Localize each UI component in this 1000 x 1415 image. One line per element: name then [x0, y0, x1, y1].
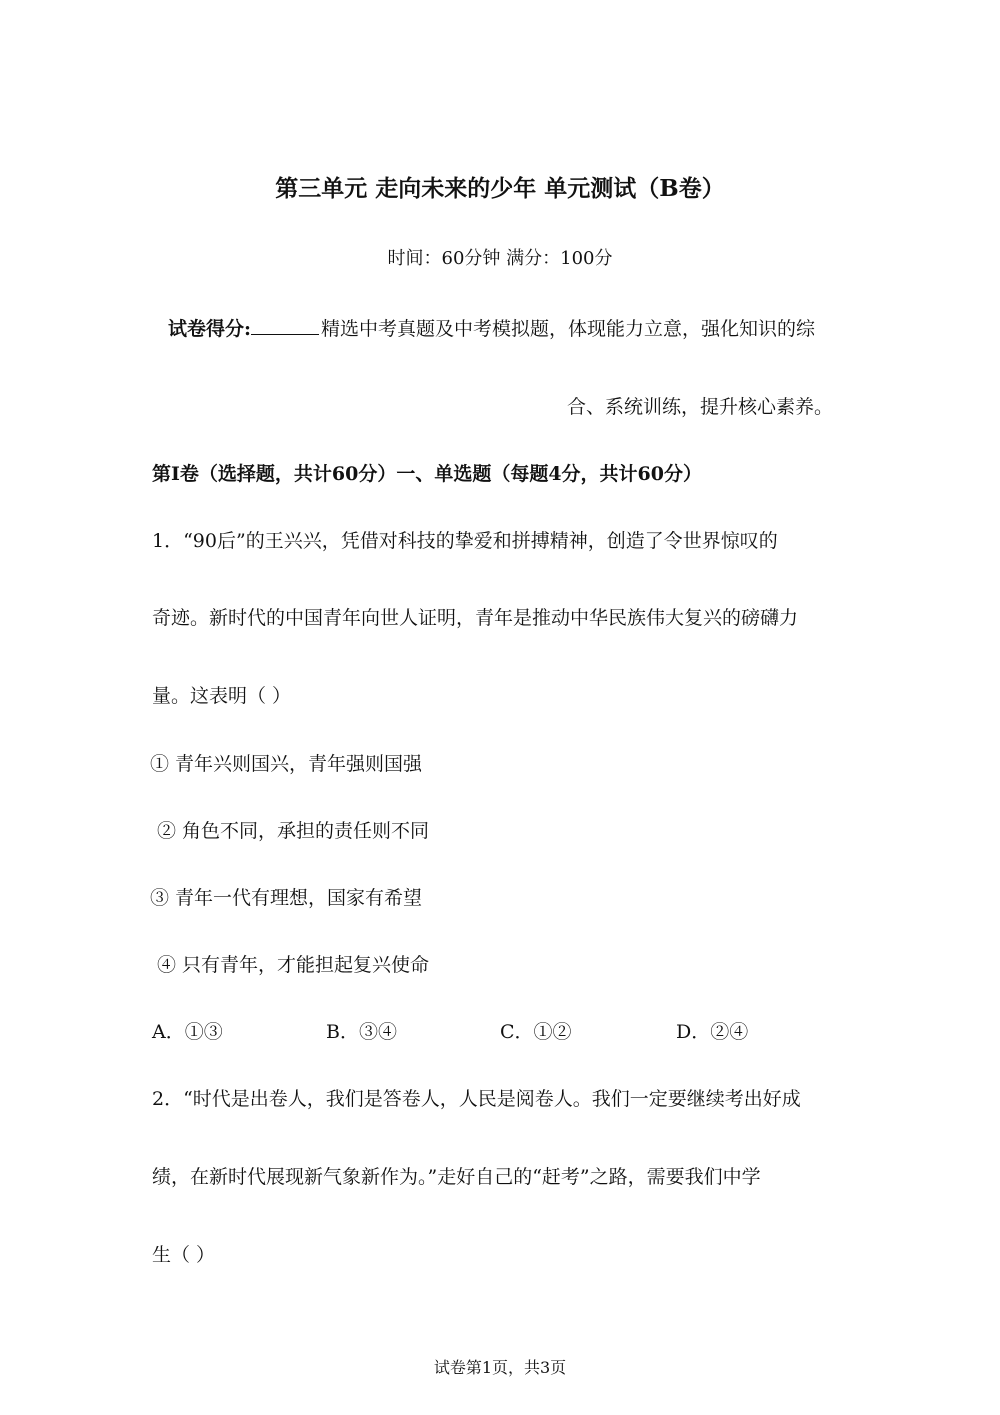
page-footer: 试卷第1页，共3页 — [433, 1358, 567, 1377]
statement-2: ② 角色不同，承担的责任则不同 — [157, 820, 430, 842]
option-c: C．①② — [500, 1021, 572, 1043]
intro-text-1: 精选中考真题及中考模拟题，体现能力立意，强化知识的综 — [321, 318, 816, 340]
option-d: D．②④ — [676, 1021, 749, 1043]
option-a: A．①③ — [152, 1021, 223, 1043]
time-info: 时间：60分钟 满分：100分 — [387, 248, 613, 269]
score-label: 试卷得分: — [168, 318, 252, 340]
section-heading: 第Ⅰ卷（选择题，共计60分）一、单选题（每题4分，共计60分） — [152, 463, 702, 485]
intro-text-2: 合、系统训练，提升核心素养。 — [567, 396, 834, 418]
score-line — [168, 314, 815, 341]
score-blank — [251, 316, 319, 335]
question-1-line-3: 量。这表明（ ） — [152, 685, 292, 707]
statement-3: ③ 青年一代有理想，国家有希望 — [150, 887, 423, 909]
statement-1: ① 青年兴则国兴，青年强则国强 — [150, 753, 423, 775]
statement-4: ④ 只有青年，才能担起复兴使命 — [157, 954, 430, 976]
option-b: B．③④ — [326, 1021, 397, 1043]
exam-title: 第三单元 走向未来的少年 单元测试（B卷） — [275, 175, 725, 202]
question-2-line-2: 绩，在新时代展现新气象新作为。”走好自己的“赶考”之路，需要我们中学 — [152, 1166, 761, 1188]
question-1-line-1: 1．“90后”的王兴兴，凭借对科技的挚爱和拼搏精神，创造了令世界惊叹的 — [152, 530, 778, 552]
question-2-line-1: 2．“时代是出卷人，我们是答卷人，人民是阅卷人。我们一定要继续考出好成 — [152, 1088, 801, 1110]
question-2-line-3: 生（ ） — [152, 1244, 216, 1266]
question-1-line-2: 奇迹。新时代的中国青年向世人证明，青年是推动中华民族伟大复兴的磅礴力 — [152, 607, 799, 629]
